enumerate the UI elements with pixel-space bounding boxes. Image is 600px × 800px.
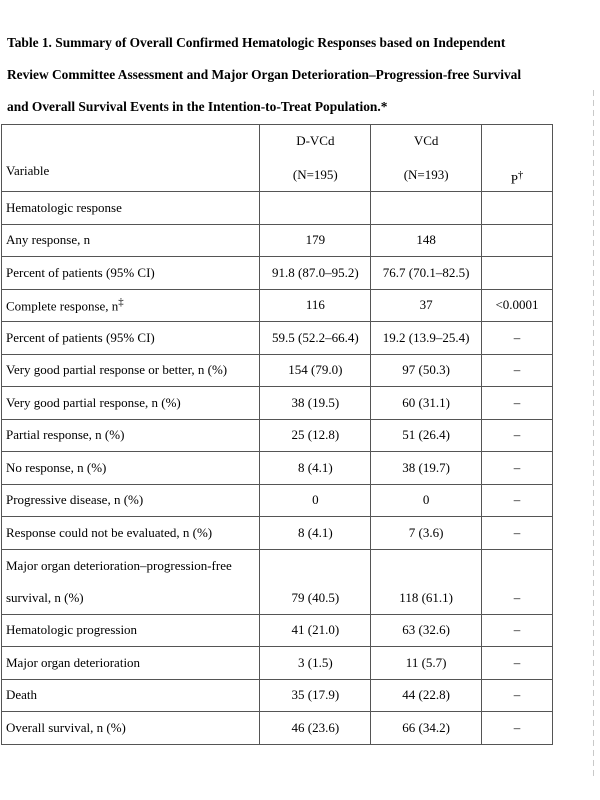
table-row	[2, 257, 553, 290]
row-vcd-value: 118 (61.1)	[399, 589, 453, 605]
header-p-cell	[482, 125, 553, 192]
table-row	[2, 712, 553, 745]
row-label	[2, 549, 260, 614]
header-dvcd-n: (N=195)	[292, 167, 338, 182]
table-row	[2, 549, 553, 614]
row-p	[482, 224, 553, 257]
table-row	[2, 647, 553, 680]
caption-line-1: Table 1. Summary of Overall Confirmed Hematologic Responses based on Independent	[7, 35, 506, 50]
row-dvcd: 179	[260, 224, 371, 257]
row-dvcd	[260, 549, 371, 614]
row-vcd: 7 (3.6)	[371, 517, 482, 550]
row-vcd: 11 (5.7)	[371, 647, 482, 680]
table-row	[2, 289, 553, 322]
row-p	[482, 257, 553, 290]
row-dvcd: 0	[260, 484, 371, 517]
table-row	[2, 192, 553, 225]
row-label-line-1: Major organ deterioration–progression-free	[6, 557, 232, 573]
results-table	[1, 124, 553, 745]
row-dvcd: 35 (17.9)	[260, 679, 371, 712]
row-p: –	[482, 419, 553, 452]
row-p: <0.0001	[482, 289, 553, 322]
row-label-line-2: survival, n (%)	[6, 589, 84, 605]
row-dvcd: 154 (79.0)	[260, 354, 371, 387]
row-label-footnote: ‡	[118, 296, 124, 309]
row-dvcd: 46 (23.6)	[260, 712, 371, 745]
row-p: –	[482, 517, 553, 550]
row-dvcd: 8 (4.1)	[260, 517, 371, 550]
table-row	[2, 387, 553, 420]
table-caption	[7, 27, 552, 123]
row-vcd: 38 (19.7)	[371, 452, 482, 485]
row-vcd: 97 (50.3)	[371, 354, 482, 387]
row-dvcd: 38 (19.5)	[260, 387, 371, 420]
row-dvcd: 25 (12.8)	[260, 419, 371, 452]
row-p: –	[482, 712, 553, 745]
row-vcd: 148	[371, 224, 482, 257]
row-label: Any response, n	[2, 224, 260, 257]
row-vcd: 63 (32.6)	[371, 614, 482, 647]
row-dvcd: 41 (21.0)	[260, 614, 371, 647]
table-row	[2, 224, 553, 257]
row-p: –	[482, 679, 553, 712]
row-vcd: 66 (34.2)	[371, 712, 482, 745]
row-p: –	[482, 484, 553, 517]
row-p: –	[482, 614, 553, 647]
table-row	[2, 322, 553, 355]
header-variable: Variable	[6, 163, 50, 178]
row-p	[482, 549, 553, 614]
row-label-text: Complete response, n	[6, 298, 119, 314]
row-dvcd: 59.5 (52.2–66.4)	[260, 322, 371, 355]
table-row	[2, 484, 553, 517]
table-row	[2, 517, 553, 550]
row-dvcd: 3 (1.5)	[260, 647, 371, 680]
table-row	[2, 679, 553, 712]
row-vcd	[371, 549, 482, 614]
row-label: Hematologic response	[2, 192, 260, 225]
row-dvcd-value: 79 (40.5)	[291, 589, 340, 605]
header-variable-cell	[2, 125, 260, 192]
row-vcd	[371, 192, 482, 225]
row-dvcd	[260, 192, 371, 225]
caption-line-3: and Overall Survival Events in the Intention-to-Treat Population.*	[7, 99, 388, 114]
row-vcd: 76.7 (70.1–82.5)	[371, 257, 482, 290]
header-dvcd-cell	[260, 125, 371, 192]
header-vcd-cell	[371, 125, 482, 192]
row-vcd: 0	[371, 484, 482, 517]
row-vcd: 60 (31.1)	[371, 387, 482, 420]
row-label: Response could not be evaluated, n (%)	[2, 517, 260, 550]
row-label: No response, n (%)	[2, 452, 260, 485]
row-p: –	[482, 387, 553, 420]
header-p-footnote: †	[517, 169, 524, 181]
row-label: Partial response, n (%)	[2, 419, 260, 452]
row-p: –	[482, 452, 553, 485]
row-dvcd: 8 (4.1)	[260, 452, 371, 485]
row-p: –	[482, 354, 553, 387]
row-p-value: –	[513, 589, 521, 605]
row-p: –	[482, 647, 553, 680]
header-p: P	[510, 171, 518, 187]
row-label: Very good partial response, n (%)	[2, 387, 260, 420]
row-label: Progressive disease, n (%)	[2, 484, 260, 517]
row-label: Hematologic progression	[2, 614, 260, 647]
row-label: Death	[2, 679, 260, 712]
header-vcd-name: VCd	[413, 133, 439, 148]
row-p: –	[482, 322, 553, 355]
row-dvcd: 91.8 (87.0–95.2)	[260, 257, 371, 290]
table-row	[2, 614, 553, 647]
row-label: Overall survival, n (%)	[2, 712, 260, 745]
row-label: Very good partial response or better, n (%)	[2, 354, 260, 387]
row-dvcd: 116	[260, 289, 371, 322]
table-row	[2, 452, 553, 485]
row-vcd: 37	[371, 289, 482, 322]
margin-watermark-strip	[586, 90, 600, 780]
caption-line-2: Review Committee Assessment and Major Organ Deterioration–Progression-free Survival	[7, 67, 522, 82]
row-label	[2, 289, 260, 322]
row-vcd: 44 (22.8)	[371, 679, 482, 712]
header-dvcd-name: D-VCd	[296, 133, 335, 148]
row-label: Major organ deterioration	[2, 647, 260, 680]
table-row	[2, 354, 553, 387]
header-vcd-n: (N=193)	[403, 167, 449, 182]
table-header-row	[2, 125, 553, 192]
row-label: Percent of patients (95% CI)	[2, 257, 260, 290]
row-vcd: 51 (26.4)	[371, 419, 482, 452]
row-label: Percent of patients (95% CI)	[2, 322, 260, 355]
table-row	[2, 419, 553, 452]
row-p	[482, 192, 553, 225]
row-vcd: 19.2 (13.9–25.4)	[371, 322, 482, 355]
